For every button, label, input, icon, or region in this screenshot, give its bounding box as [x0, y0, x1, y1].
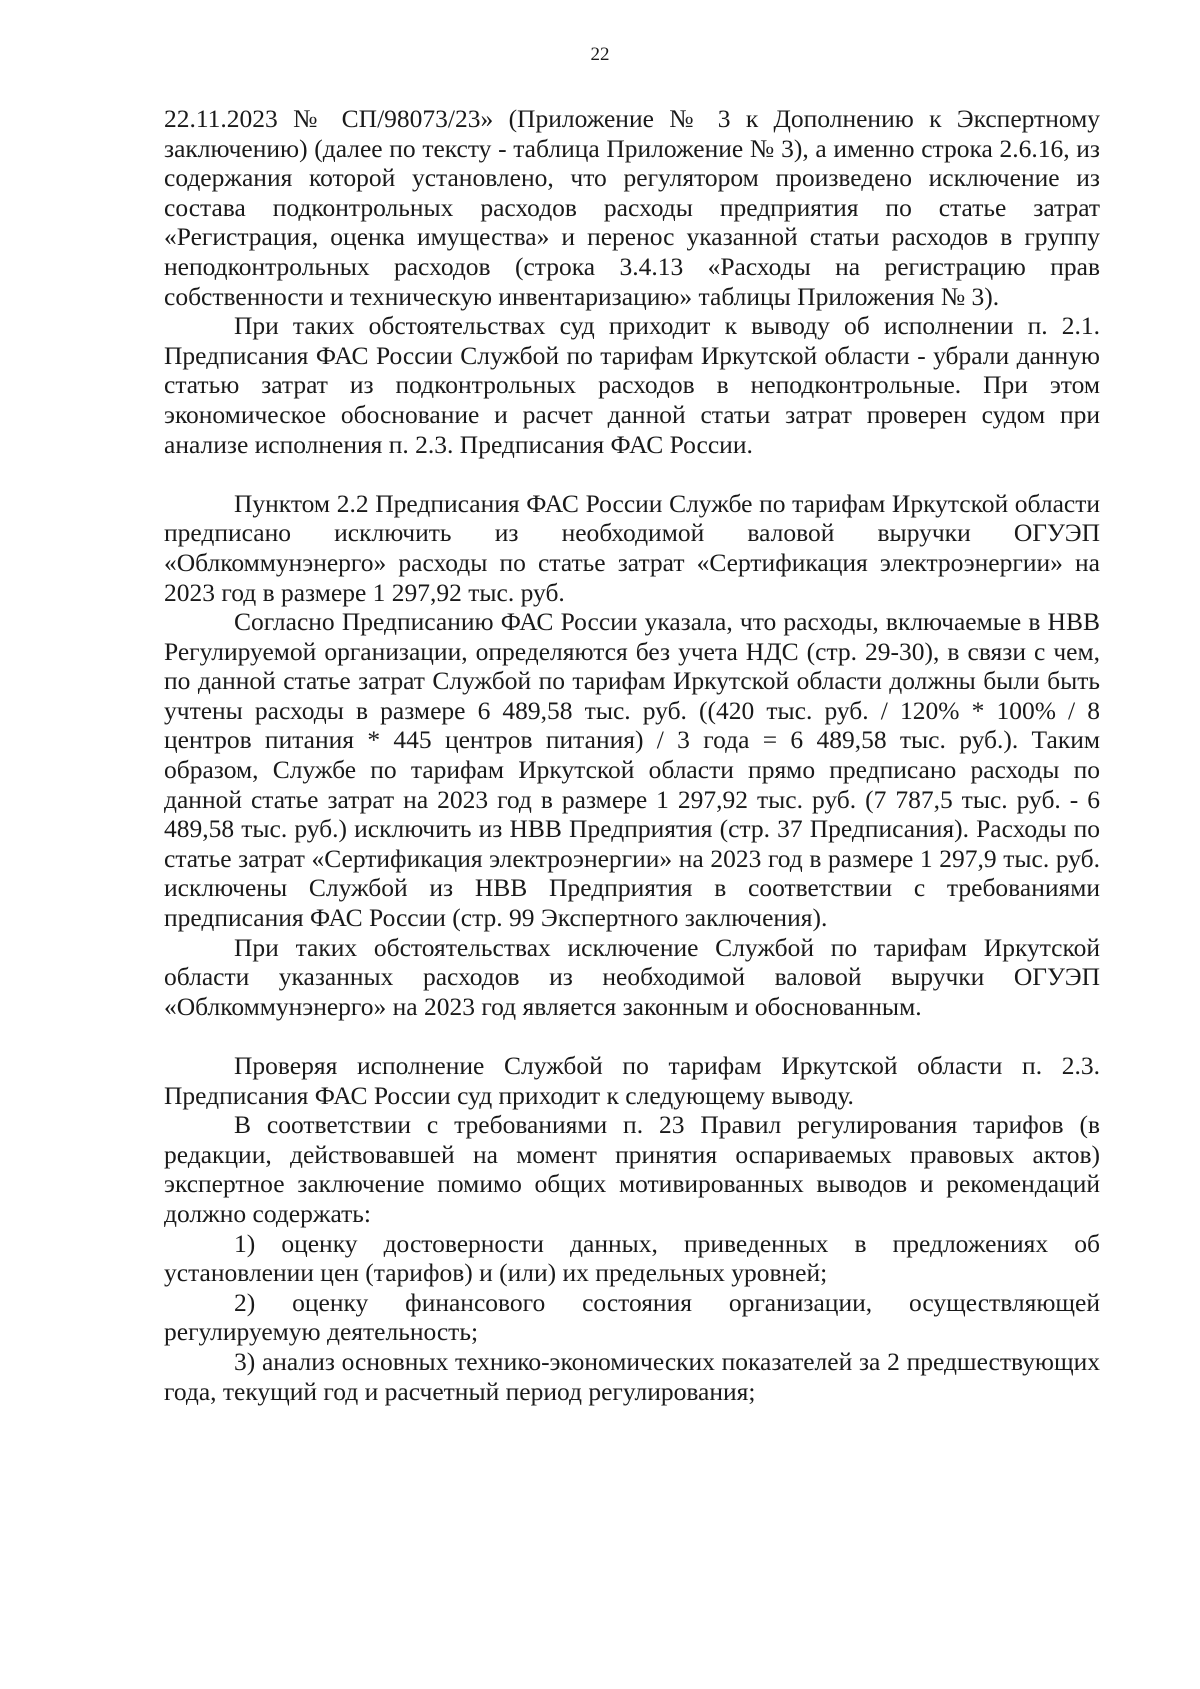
paragraph-item-2-3: Проверяя исполнение Службой по тарифам Иркутской области п. 2.3. Предписания ФАС России суд приходит к следующему выводу. [164, 1051, 1100, 1110]
paragraph-conclusion-2-2: При таких обстоятельствах исключение Службой по тарифам Иркутской области указанных расходов из необходимой валовой выручки ОГУЭП «Облкоммунэнерго» на 2023 год является законным и обоснованным. [164, 932, 1100, 1021]
paragraph-conclusion-2-1: При таких обстоятельствах суд приходит к выводу об исполнении п. 2.1. Предписания ФАС России Службой по тарифам Иркутской области - убрали данную статью затрат из подконтрольных расходов в неподконтрольные. При этом экономическое обоснование и расчет данной статьи затрат проверен судом при анализе исполнения п. 2.3. Предписания ФАС России. [164, 311, 1100, 459]
page-number: 22 [590, 44, 610, 65]
paragraph-item-2-2: Пунктом 2.2 Предписания ФАС России Службе по тарифам Иркутской области предписано исключить из необходимой валовой выручки ОГУЭП «Облкоммунэнерго» расходы по статье затрат «Сертификация электроэнергии» на 2023 год в размере 1 297,92 тыс. руб. [164, 488, 1100, 607]
paragraph-fas-calculation: Согласно Предписанию ФАС России указала, что расходы, включаемые в НВВ Регулируемой организации, определяются без учета НДС (стр. 29-30), в связи с чем, по данной статье затрат Службой по тарифам Иркутской области должны были быть учтены расходы в размере 6 489,58 тыс. руб. ((420 тыс. руб. / 120% * 100% / 8 центров питания * 445 центров питания) / 3 года = 6 489,58 тыс. руб.). Таким образом, Службе по тарифам Иркутской области прямо предписано расходы по данной статье затрат на 2023 год в размере 1 297,92 тыс. руб. (7 787,5 тыс. руб. - 6 489,58 тыс. руб.) исключить из НВВ Предприятия (стр. 37 Предписания). Расходы по статье затрат «Сертификация электроэнергии» на 2023 год в размере 1 297,9 тыс. руб. исключены Службой из НВВ Предприятия в соответствии с требованиями предписания ФАС России (стр. 99 Экспертного заключения). [164, 607, 1100, 933]
list-item-3: 3) анализ основных технико-экономических показателей за 2 предшествующих года, текущий год и расчетный период регулирования; [164, 1346, 1100, 1406]
list-item-2: 2) оценку финансового состояния организации, осуществляющей регулируемую деятельность; [164, 1287, 1100, 1347]
paragraph-continuation: 22.11.2023 № СП/98073/23» (Приложение № 3 к Дополнению к Экспертному заключению) (далее по тексту - таблица Приложение № 3), а именно строка 2.6.16, из содержания которой установлено, что регулятором произведено исключение из состава подконтрольных расходов расходы предприятия по статье затрат «Регистрация, оценка имущества» и перенос указанной статьи расходов в группу неподконтрольных расходов (строка 3.4.13 «Расходы на регистрацию прав собственности и техническую инвентаризацию» таблицы Приложения № 3). [164, 104, 1100, 311]
paragraph-rules-23: В соответствии с требованиями п. 23 Правил регулирования тарифов (в редакции, действовавшей на момент принятия оспариваемых правовых актов) экспертное заключение помимо общих мотивированных выводов и рекомендаций должно содержать: [164, 1110, 1100, 1228]
list-item-1: 1) оценку достоверности данных, приведенных в предложениях об установлении цен (тарифов) и (или) их предельных уровней; [164, 1228, 1100, 1288]
document-body [164, 104, 1100, 1406]
